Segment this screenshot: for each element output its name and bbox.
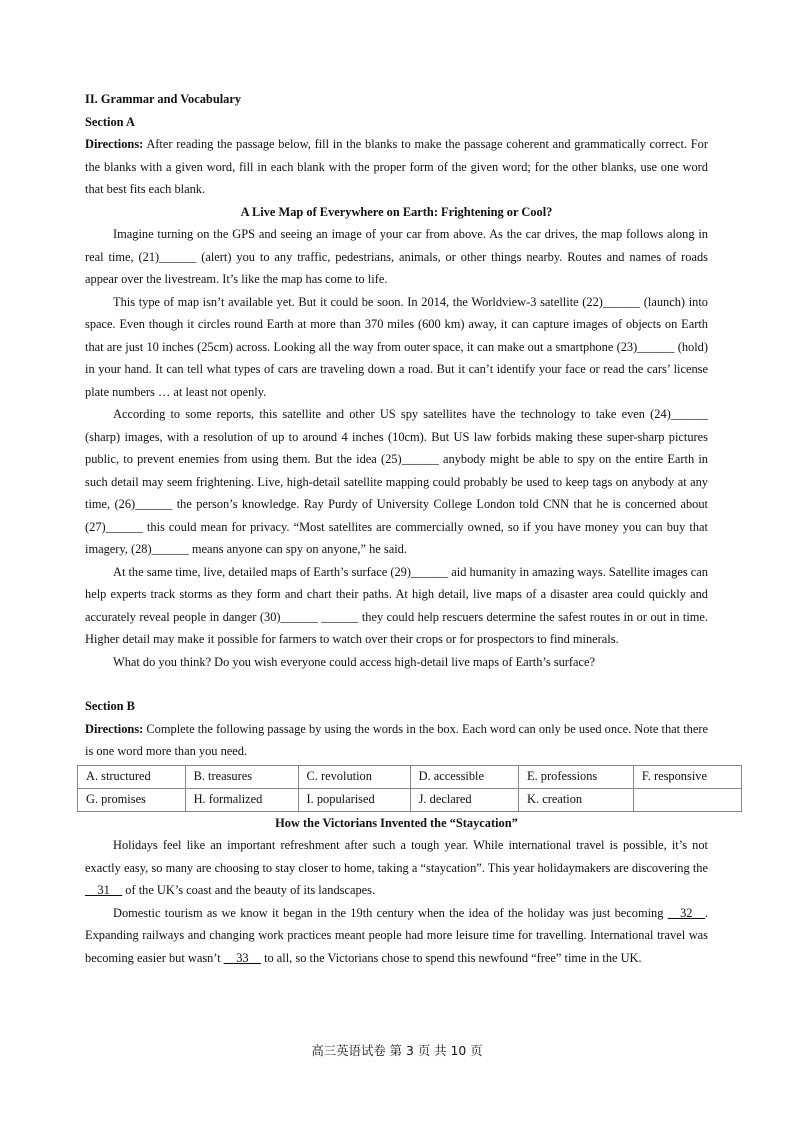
passage-a-paragraph: What do you think? Do you wish everyone could access high-detail live maps of Earth’s surface? xyxy=(113,654,596,669)
passage-b-paragraph xyxy=(85,902,708,970)
word-option: D. accessible xyxy=(410,765,518,788)
section-heading: II. Grammar and Vocabulary xyxy=(85,92,242,106)
word-box-row xyxy=(78,788,742,811)
passage-a-paragraph: According to some reports, this satellite and other US spy satellites have the technology to take even (24)______ (sharp) images, with a resolution of up to around 4 inches (10cm). But US law forbids making these super-sharp pictures public, to prevent enemies from using them. But the idea (25)______ anybody might be able to spy on the entire Earth in such detail may seem frightening. Live, high-detail satellite mapping could probably be used to keep tags on anybody at any time, (26)______ the person’s knowledge. Ray Purdy of University College London told CNN that he is concerned about (27)______ this could mean for privacy. “Most satellites are commercially owned, so if you have money you can buy that imagery, (28)______ means anyone can spy on anyone,” he said. xyxy=(85,407,708,556)
word-option: K. creation xyxy=(519,788,634,811)
text-run: of the UK’s coast and the beauty of its landscapes. xyxy=(122,883,376,897)
blank-33: __33__ xyxy=(223,950,261,965)
word-option xyxy=(633,788,741,811)
page-footer: 高三英语试卷 第 3 页 共 10 页 xyxy=(311,1043,483,1058)
word-option: E. professions xyxy=(519,765,634,788)
word-option: B. treasures xyxy=(185,765,298,788)
blank-32: __32__ xyxy=(667,905,705,920)
word-box-row xyxy=(78,765,742,788)
passage-a-paragraph: This type of map isn’t available yet. But it could be soon. In 2014, the Worldview-3 satellite (22)______ (launch) into space. Even though it circles round Earth at more than 370 miles (600 km) away, it can capture images of objects on Earth that are just 10 inches (25cm) across. Looking all the way from outer space, it can make out a smartphone (23)______ (hold) in your hand. It can tell what types of cars are traveling down a road. But it can’t identify your face or read the cars’ license plate numbers … at least not openly. xyxy=(85,294,708,399)
word-option: F. responsive xyxy=(633,765,741,788)
word-option: A. structured xyxy=(78,765,186,788)
section-b-label: Section B xyxy=(85,699,135,713)
word-option: G. promises xyxy=(78,788,186,811)
passage-a-paragraph: At the same time, live, detailed maps of Earth’s surface (29)______ aid humanity in amazing ways. Satellite images can help experts track storms as they form and chart their paths. At high detail, live maps of a disaster area could quickly and accurately reveal people in danger (30)______ ______ they could help rescuers determine the safest routes in or out in time. Higher detail may make it possible for farmers to watch over their crops or for prospectors to find minerals. xyxy=(85,564,708,646)
text-run: Domestic tourism as we know it began in the 19th century when the idea of the holiday was just becoming xyxy=(113,905,668,920)
directions-label: Directions: xyxy=(85,721,144,736)
word-box xyxy=(77,765,742,812)
text-run: . Expanding railways and changing work practices meant people had more leisure time for travelling. International travel was becoming easier but wasn’t xyxy=(85,905,708,965)
text-run: Holidays feel like an important refreshment after such a tough year. While international travel is possible, it’s not exactly easy, so many are choosing to stay closer to home, taking a “staycation”. This year holidaymakers are discovering the xyxy=(85,838,708,875)
section-b-directions xyxy=(85,718,708,763)
directions-text: Complete the following passage by using the words in the box. Each word can only be used once. Note that there is one word more than you need. xyxy=(85,721,708,758)
word-option: I. popularised xyxy=(298,788,410,811)
exam-page xyxy=(85,88,708,969)
blank-31: __31__ xyxy=(85,883,123,897)
passage-a-title: A Live Map of Everywhere on Earth: Frightening or Cool? xyxy=(240,204,553,219)
passage-a-paragraph: Imagine turning on the GPS and seeing an image of your car from above. As the car drives, the map follows along in real time, (21)______ (alert) you to any traffic, pedestrians, animals, or other things nearby. Routes and names of roads appear over the livestream. It’s like the map has come to life. xyxy=(85,227,708,286)
directions-text: After reading the passage below, fill in the blanks to make the passage coherent and grammatically correct. For the blanks with a given word, fill in each blank with the proper form of the given word; for the other blanks, use one word that best fits each blank. xyxy=(85,137,708,196)
word-option: C. revolution xyxy=(298,765,410,788)
word-option: H. formalized xyxy=(185,788,298,811)
word-option: J. declared xyxy=(410,788,518,811)
passage-b-paragraph xyxy=(85,834,708,902)
passage-b-title: How the Victorians Invented the “Staycation” xyxy=(275,815,518,830)
section-a-label: Section A xyxy=(85,114,135,129)
text-run: to all, so the Victorians chose to spend this newfound “free” time in the UK. xyxy=(260,950,642,965)
section-a-directions xyxy=(85,133,708,201)
directions-label: Directions: xyxy=(85,137,144,151)
